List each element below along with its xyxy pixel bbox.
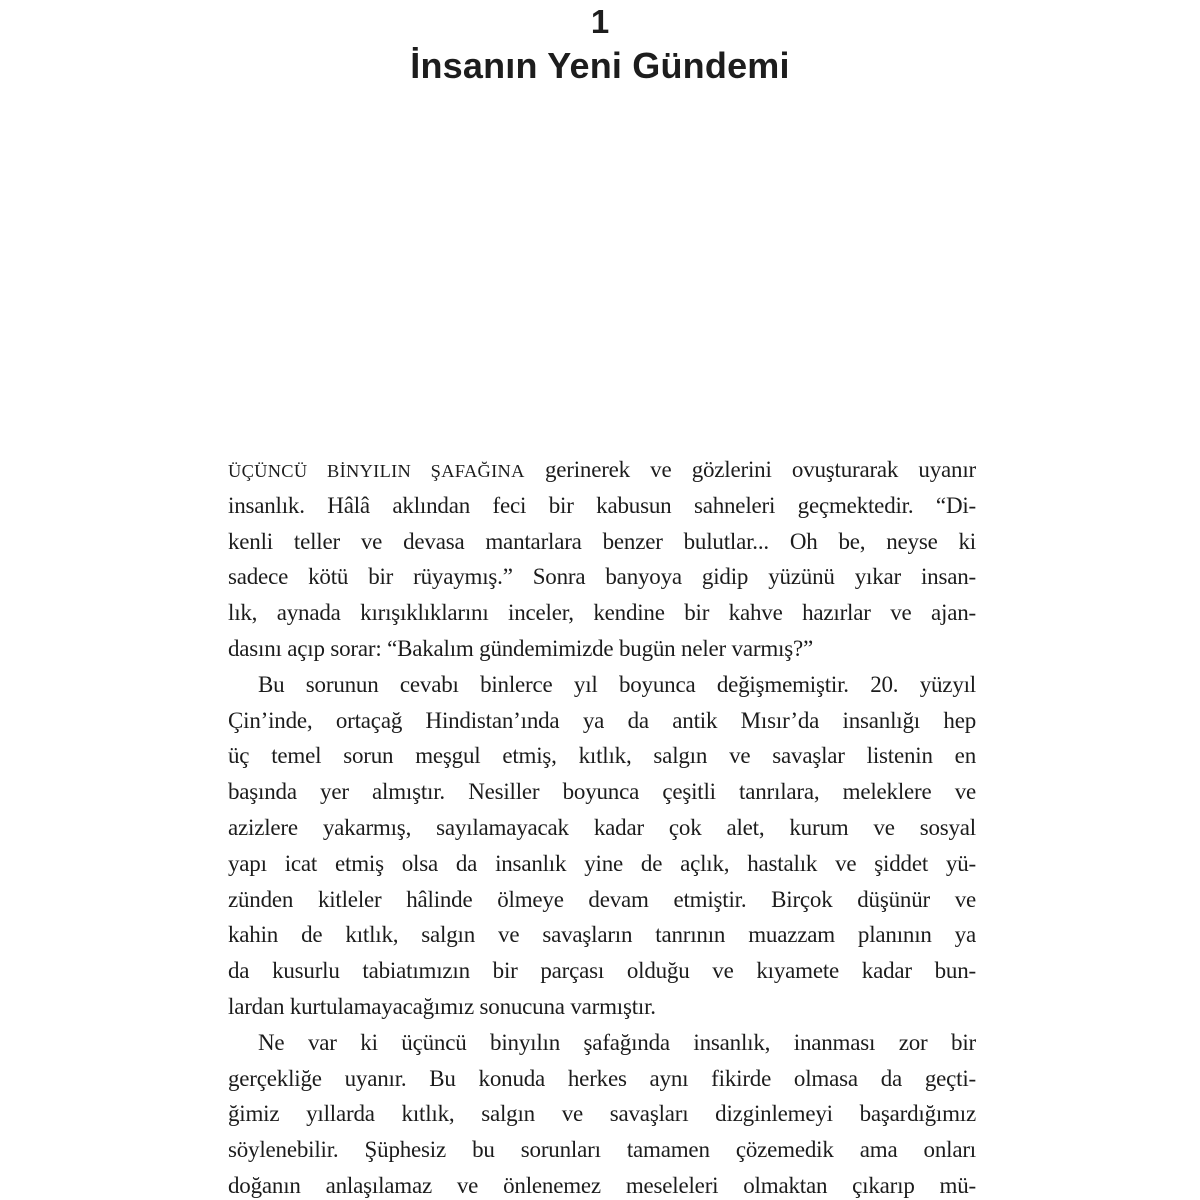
- text-line: Ne var ki üçüncü binyılın şafağında insanlık, inanması zor bir: [258, 1029, 976, 1055]
- text-line: üç temel sorun meşgul etmiş, kıtlık, salgın ve savaşlar listenin en: [228, 743, 976, 769]
- text-line: ğimiz yıllarda kıtlık, salgın ve savaşları dizginlemeyi başardığımız: [228, 1101, 976, 1127]
- text-line: başında yer almıştır. Nesiller boyunca çeşitli tanrılara, meleklere ve: [228, 779, 976, 805]
- text-line: lık, aynada kırışıklıklarını inceler, kendine bir kahve hazırlar ve ajan-: [228, 600, 976, 626]
- lead-smallcaps: ÜÇÜNCÜ BİNYILIN ŞAFAĞINA: [228, 461, 525, 481]
- text-line: zünden kitleler hâlinde ölmeye devam etmiştir. Birçok düşünür ve: [228, 886, 976, 912]
- text-line: doğanın anlaşılamaz ve önlenemez meseleleri olmaktan çıkarıp mü-: [228, 1172, 976, 1198]
- text-line: gerçekliğe uyanır. Bu konuda herkes aynı fikirde olmasa da geçti-: [228, 1065, 976, 1091]
- text-line: ÜÇÜNCÜ BİNYILIN ŞAFAĞINA gerinerek ve gözlerini ovuşturarak uyanır: [228, 457, 976, 482]
- text-line: kenli teller ve devasa mantarlara benzer bulutlar... Oh be, neyse ki: [228, 528, 976, 554]
- chapter-number: 1: [590, 3, 610, 40]
- text-line: insanlık. Hâlâ aklından feci bir kabusun sahneleri geçmektedir. “Di-: [228, 492, 976, 518]
- text-line: yapı icat etmiş olsa da insanlık yine de açlık, hastalık ve şiddet yü-: [228, 850, 976, 876]
- text-line: Bu sorunun cevabı binlerce yıl boyunca değişmemiştir. 20. yüzyıl: [258, 671, 976, 697]
- text-line: Çin’inde, ortaçağ Hindistan’ında ya da antik Mısır’da insanlığı hep: [228, 707, 976, 733]
- text-line: sadece kötü bir rüyaymış.” Sonra banyoya gidip yüzünü yıkar insan-: [228, 564, 976, 590]
- text-line: dasını açıp sorar: “Bakalım gündemimizde bugün neler varmış?”: [228, 635, 813, 661]
- text-line: da kusurlu tabiatımızın bir parçası olduğu ve kıyamete kadar bun-: [228, 958, 976, 984]
- chapter-title: İnsanın Yeni Gündemi: [410, 45, 790, 86]
- text-line: lardan kurtulamayacağımız sonucuna varmıştır.: [228, 993, 656, 1019]
- body-text: [228, 452, 976, 1200]
- text-line: söylenebilir. Şüphesiz bu sorunları tamamen çözemedik ama onları: [228, 1137, 976, 1163]
- text-line: kahin de kıtlık, salgın ve savaşların tanrının muazzam planının ya: [228, 922, 976, 948]
- text-line: azizlere yakarmış, sayılamayacak kadar çok alet, kurum ve sosyal: [228, 814, 976, 840]
